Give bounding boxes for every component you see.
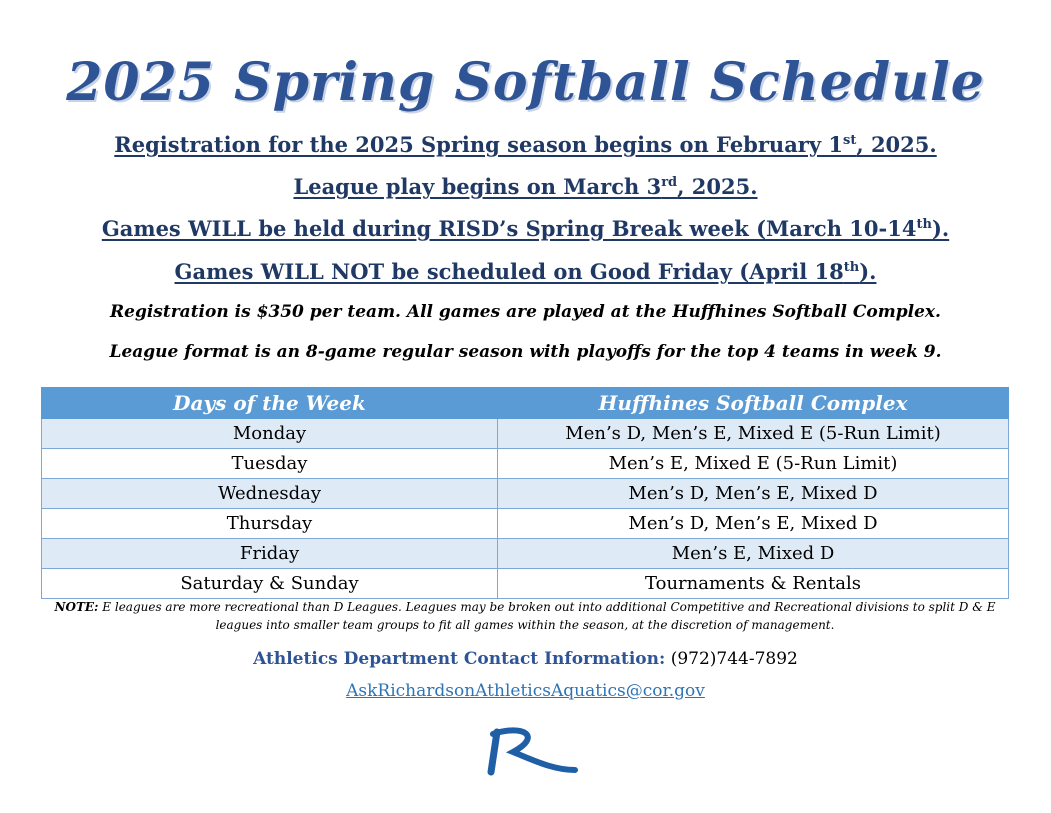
leagues-cell: Men’s E, Mixed E (5-Run Limit)	[498, 449, 1009, 479]
note-line-1: E leagues are more recreational than D Leagues. Leagues may be broken out into additional Competitive and Recreational divisions to split D & E	[98, 600, 996, 614]
day-cell: Wednesday	[42, 479, 498, 509]
day-cell: Tuesday	[42, 449, 498, 479]
table-row	[42, 569, 1009, 599]
leagues-cell: Tournaments & Rentals	[498, 569, 1009, 599]
note-line-2: leagues into smaller team groups to fit all games within the season, at the discretion of management.	[215, 618, 835, 632]
table-header-row	[42, 388, 1009, 419]
column-header-days: Days of the Week	[42, 388, 498, 419]
day-cell: Saturday & Sunday	[42, 569, 498, 599]
leagues-cell: Men’s D, Men’s E, Mixed E (5-Run Limit)	[498, 419, 1009, 449]
contact-info	[0, 647, 1051, 671]
schedule-table	[41, 387, 1009, 599]
day-cell: Friday	[42, 539, 498, 569]
table-row	[42, 539, 1009, 569]
leagues-cell: Men’s E, Mixed D	[498, 539, 1009, 569]
contact-email-link[interactable]: AskRichardsonAthleticsAquatics@cor.gov	[346, 681, 705, 701]
contact-email-line	[0, 679, 1051, 703]
city-of-richardson-logo-icon	[483, 726, 579, 778]
spring-break-headline: Games WILL be held during RISD’s Spring Break week (March 10-14th).	[101, 216, 950, 241]
table-row	[42, 449, 1009, 479]
day-cell: Monday	[42, 419, 498, 449]
note-label: NOTE:	[54, 600, 99, 614]
league-format-text: League format is an 8-game regular season with playoffs for the top 4 teams in week 9.	[109, 342, 942, 362]
page-title: 2025 Spring Softball Schedule	[66, 52, 985, 113]
league-play-headline: League play begins on March 3rd, 2025.	[293, 174, 758, 199]
good-friday-headline: Games WILL NOT be scheduled on Good Friday (April 18th).	[174, 259, 877, 284]
leagues-cell: Men’s D, Men’s E, Mixed D	[498, 509, 1009, 539]
contact-label: Athletics Department Contact Information:	[253, 649, 666, 669]
contact-phone: (972)744-7892	[670, 649, 798, 669]
schedule-note	[40, 598, 1010, 634]
table-row	[42, 419, 1009, 449]
table-row	[42, 479, 1009, 509]
table-row	[42, 509, 1009, 539]
registration-fee-text: Registration is $350 per team. All games are played at the Huffhines Softball Complex.	[110, 302, 941, 322]
day-cell: Thursday	[42, 509, 498, 539]
column-header-complex: Huffhines Softball Complex	[498, 388, 1009, 419]
registration-headline: Registration for the 2025 Spring season begins on February 1st, 2025.	[114, 132, 937, 157]
leagues-cell: Men’s D, Men’s E, Mixed D	[498, 479, 1009, 509]
